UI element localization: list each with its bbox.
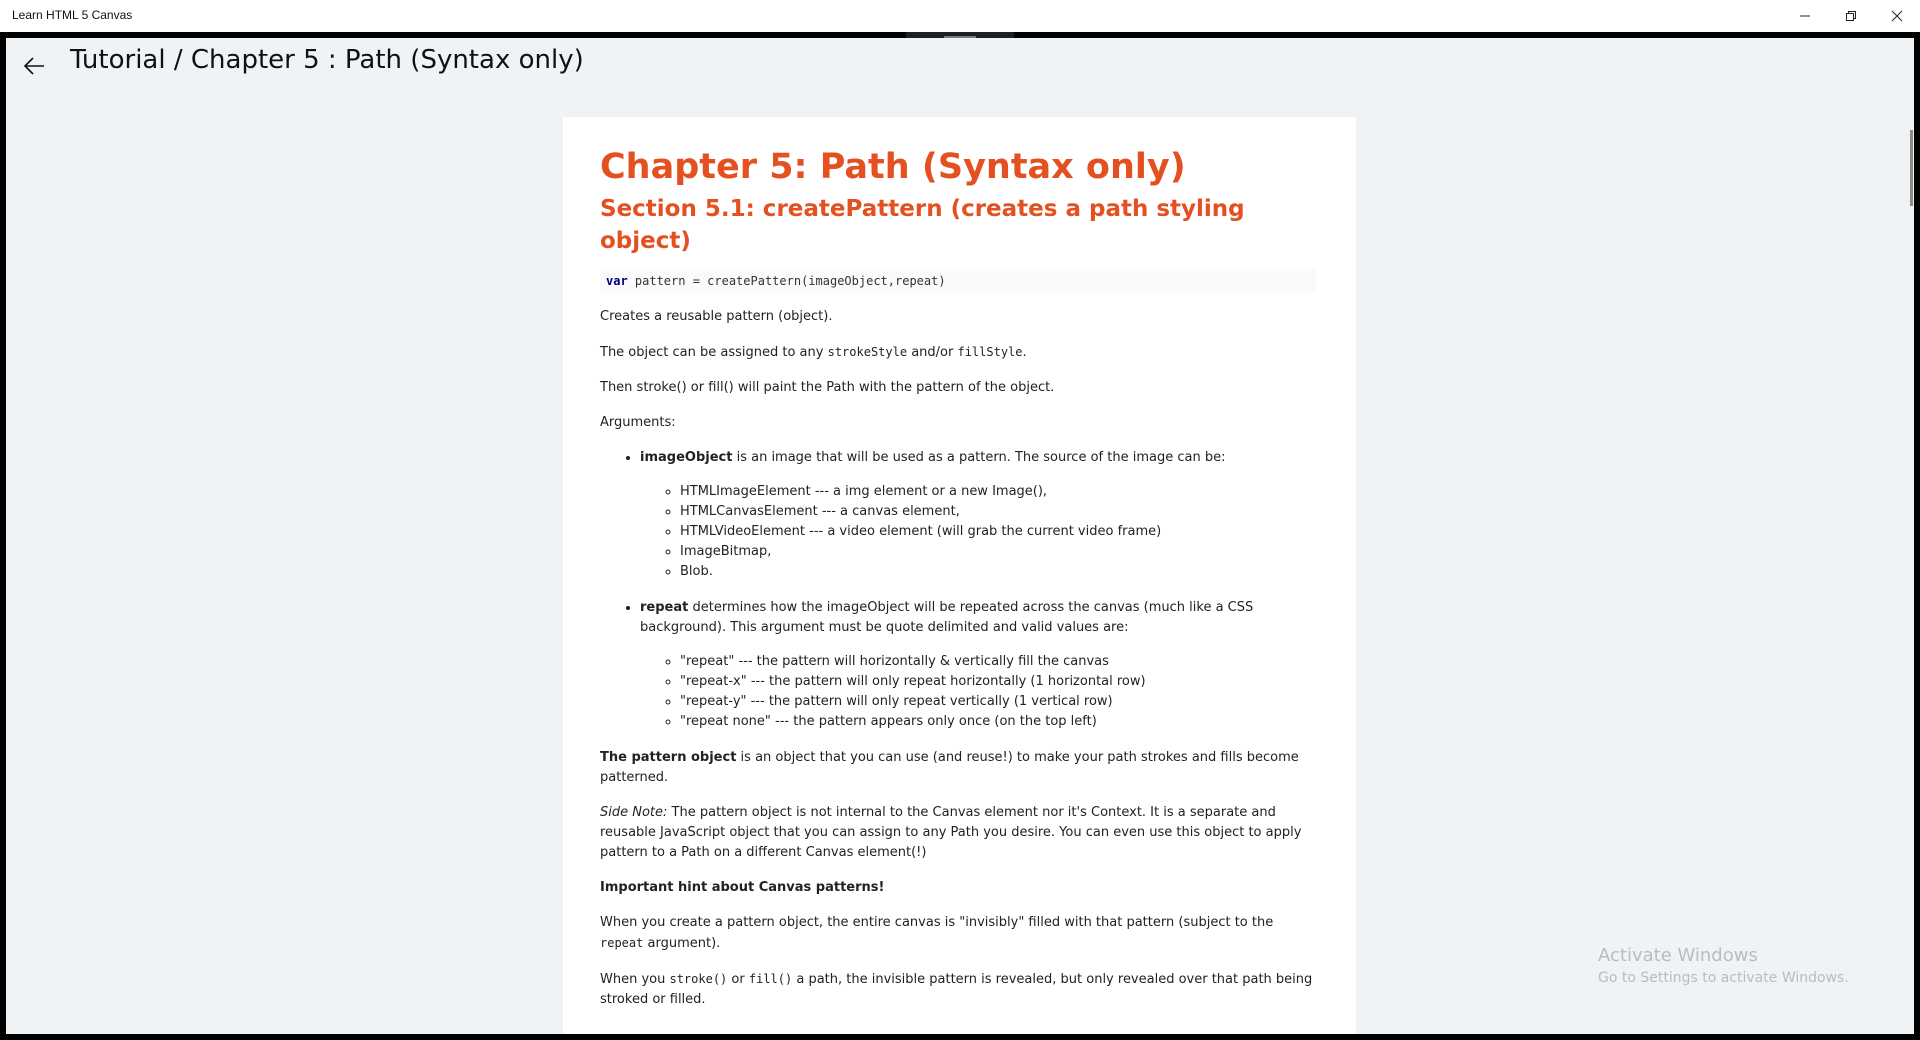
section-title: Section 5.1: createPattern (creates a path styling object) <box>600 196 1245 254</box>
arguments-list <box>600 448 1320 732</box>
activate-windows-watermark <box>1598 945 1849 987</box>
chapter-title: Chapter 5: Path (Syntax only) <box>600 147 1186 187</box>
arg-desc: is an image that will be used as a pattern. The source of the image can be: <box>732 450 1226 465</box>
list-item: ◦ "repeat-y" --- the pattern will only repeat vertically (1 vertical row) <box>680 692 1320 712</box>
paragraph-assign <box>600 342 1320 363</box>
list-item: ◦ HTMLCanvasElement --- a canvas element, <box>680 502 1320 522</box>
text-span: When you create a pattern object, the entire canvas is "invisibly" filled with that pattern (subject to the <box>600 915 1274 930</box>
minimize-button[interactable] <box>1782 0 1828 32</box>
text-span: and/or <box>907 345 958 360</box>
text-span: When you <box>600 972 670 987</box>
inline-code-stroke: stroke() <box>669 972 728 986</box>
page-title: Tutorial / Chapter 5 : Path (Syntax only) <box>70 45 584 75</box>
article-card <box>563 117 1356 1034</box>
list-item: ◦ "repeat none" --- the pattern appears only once (on the top left) <box>680 712 1320 732</box>
text-span: . <box>1022 345 1027 360</box>
paragraph-side-note <box>600 803 1320 863</box>
text-span: argument). <box>643 936 721 951</box>
back-button[interactable] <box>16 48 52 84</box>
app-surface <box>6 38 1914 1034</box>
paragraph-intro: Creates a reusable pattern (object). <box>600 309 833 324</box>
text-span: a path, the invisible pattern is revealed, but only revealed over that path being stroked or filled. <box>600 972 1313 1007</box>
close-icon <box>1891 10 1903 22</box>
image-sources-list <box>640 482 1320 582</box>
bold-text: The pattern object <box>600 750 737 765</box>
arg-name: repeat <box>640 600 689 615</box>
list-item: ◦ HTMLImageElement --- a img element or a new Image(), <box>680 482 1320 502</box>
text-span: or <box>727 972 749 987</box>
inline-code-fillstyle: fillStyle <box>957 345 1023 359</box>
text-span: is an object that you can use (and reuse!) to make your path strokes and fills become patterned. <box>600 750 1299 785</box>
restore-icon <box>1845 10 1857 22</box>
list-item-repeat <box>640 598 1320 732</box>
text-span: The pattern object is not internal to the Canvas element nor it's Context. It is a separate and reusable JavaScript object that you can assign to any Path you desire. You can even use this object to apply pattern to a Path on a different Canvas element(!) <box>600 805 1302 860</box>
list-item: ◦ "repeat" --- the pattern will horizontally & vertically fill the canvas <box>680 652 1320 672</box>
inline-code-fill: fill() <box>748 972 793 986</box>
paragraph-pattern-object <box>600 748 1320 788</box>
inline-code-strokestyle: strokeStyle <box>827 345 908 359</box>
minimize-icon <box>1799 10 1811 22</box>
text-span: The object can be assigned to any <box>600 345 828 360</box>
watermark-line2: Go to Settings to activate Windows. <box>1598 970 1849 986</box>
inline-code-repeat: repeat <box>600 936 644 950</box>
title-bar <box>0 0 1920 32</box>
close-button[interactable] <box>1874 0 1920 32</box>
arg-name: imageObject <box>640 450 733 465</box>
scroll-thumb[interactable] <box>1910 130 1913 206</box>
list-item: ◦ "repeat-x" --- the pattern will only repeat horizontally (1 horizontal row) <box>680 672 1320 692</box>
article-content <box>600 147 1320 1025</box>
restore-button[interactable] <box>1828 0 1874 32</box>
italic-text: Side Note: <box>600 805 668 820</box>
code-text: pattern = createPattern(imageObject,repeat) <box>627 274 946 288</box>
list-item-imageobject <box>640 448 1320 582</box>
paragraph-stroke-fill: Then stroke() or fill() will paint the Path with the pattern of the object. <box>600 380 1055 395</box>
code-block <box>600 269 1316 293</box>
list-item: ◦ HTMLVideoElement --- a video element (will grab the current video frame) <box>680 522 1320 542</box>
paragraph-invisible-fill <box>600 913 1320 954</box>
app-title: Learn HTML 5 Canvas <box>12 8 133 22</box>
hint-title: Important hint about Canvas patterns! <box>600 880 885 895</box>
code-keyword: var <box>606 274 628 288</box>
repeat-values-list <box>640 652 1320 732</box>
paragraph-reveal <box>600 969 1320 1010</box>
arg-desc: determines how the imageObject will be repeated across the canvas (much like a CSS background). This argument must be quote delimited and valid values are: <box>640 600 1254 635</box>
back-arrow-icon <box>22 54 46 78</box>
list-item: ◦ ImageBitmap, <box>680 542 1320 562</box>
paragraph-arguments: Arguments: <box>600 415 676 430</box>
watermark-line1: Activate Windows <box>1598 945 1758 966</box>
vertical-scrollbar[interactable] <box>1910 130 1913 1030</box>
list-item: ◦ Blob. <box>680 562 1320 582</box>
